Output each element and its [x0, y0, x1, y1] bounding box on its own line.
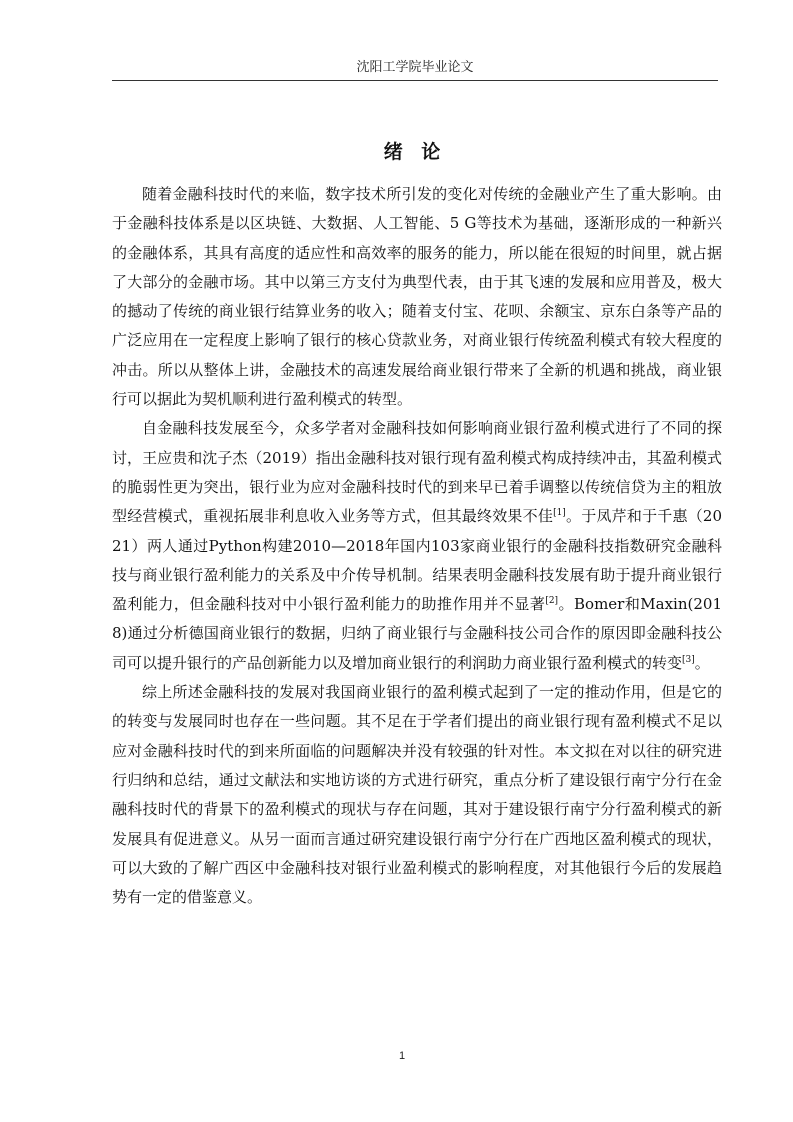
- citation-2: [2]: [545, 596, 559, 607]
- section-title: 绪 论: [383, 141, 447, 163]
- paragraph-2: [112, 414, 722, 678]
- paragraph-2-part-2: 。于凤芹和于千惠（2021）两人通过Python构建2010—2018年国内103家商业银行的金融科技指数研究金融科技与商业银行盈利能力的关系及中介传导机制。结果表明金融科技发展有助于提升商业银行盈利能力，但金融科技对中小银行盈利能力的助推作用并不显著: [112, 507, 722, 614]
- paragraph-2-part-3: 。Bomer和Maxin(2018)通过分析德国商业银行的数据，归纳了商业银行与金融科技公司合作的原因即金融科技公司可以提升银行的产品创新能力以及增加商业银行的利润助力商业银行盈利模式的转变: [112, 595, 722, 672]
- header-rule: [112, 80, 718, 81]
- citation-1: [1]: [553, 508, 566, 519]
- paragraph-1: 随着金融科技时代的来临，数字技术所引发的变化对传统的金融业产生了重大影响。由于金融科技体系是以区块链、大数据、人工智能、5 G等技术为基础，逐渐形成的一种新兴的金融体系，其具有高度的适应性和高效率的服务的能力，所以能在很短的时间里，就占据了大部分的金融市场。其中以第三方支付为典型代表，由于其飞速的发展和应用普及，极大的撼动了传统的商业银行结算业务的收入；随着支付宝、花呗、余额宝、京东白条等产品的广泛应用在一定程度上影响了银行的核心贷款业务，对商业银行传统盈利模式有较大程度的冲击。所以从整体上讲，金融技术的高速发展给商业银行带来了全新的机遇和挑战，商业银行可以据此为契机顺利进行盈利模式的转型。: [112, 185, 722, 409]
- page-number: 1: [398, 1050, 406, 1062]
- body-text: [112, 180, 722, 912]
- paragraph-2-part-1: 自金融科技发展至今，众多学者对金融科技如何影响商业银行盈利模式进行了不同的探讨，王应贵和沈子杰（2019）指出金融科技对银行现有盈利模式构成持续冲击，其盈利模式的脆弱性更为突出，银行业为应对金融科技时代的到来早已着手调整以传统信贷为主的粗放型经营模式，重视拓展非利息收入业务等方式，但其最终效果不佳: [112, 419, 722, 526]
- paragraph-3: 综上所述金融科技的发展对我国商业银行的盈利模式起到了一定的推动作用，但是它的的转变与发展同时也存在一些问题。其不足在于学者们提出的商业银行现有盈利模式不足以应对金融科技时代的到来所面临的问题解决并没有较强的针对性。本文拟在对以往的研究进行归纳和总结，通过文献法和实地访谈的方式进行研究，重点分析了建设银行南宁分行在金融科技时代的背景下的盈利模式的现状与存在问题，其对于建设银行南宁分行盈利模式的新发展具有促进意义。从另一面而言通过研究建设银行南宁分行在广西地区盈利模式的现状，可以大致的了解广西区中金融科技对银行业盈利模式的影响程度，对其他银行今后的发展趋势有一定的借鉴意义。: [112, 683, 722, 907]
- running-header: 沈阳工学院毕业论文: [356, 60, 474, 75]
- paragraph-2-part-4: 。: [694, 653, 710, 672]
- citation-3: [3]: [682, 654, 695, 665]
